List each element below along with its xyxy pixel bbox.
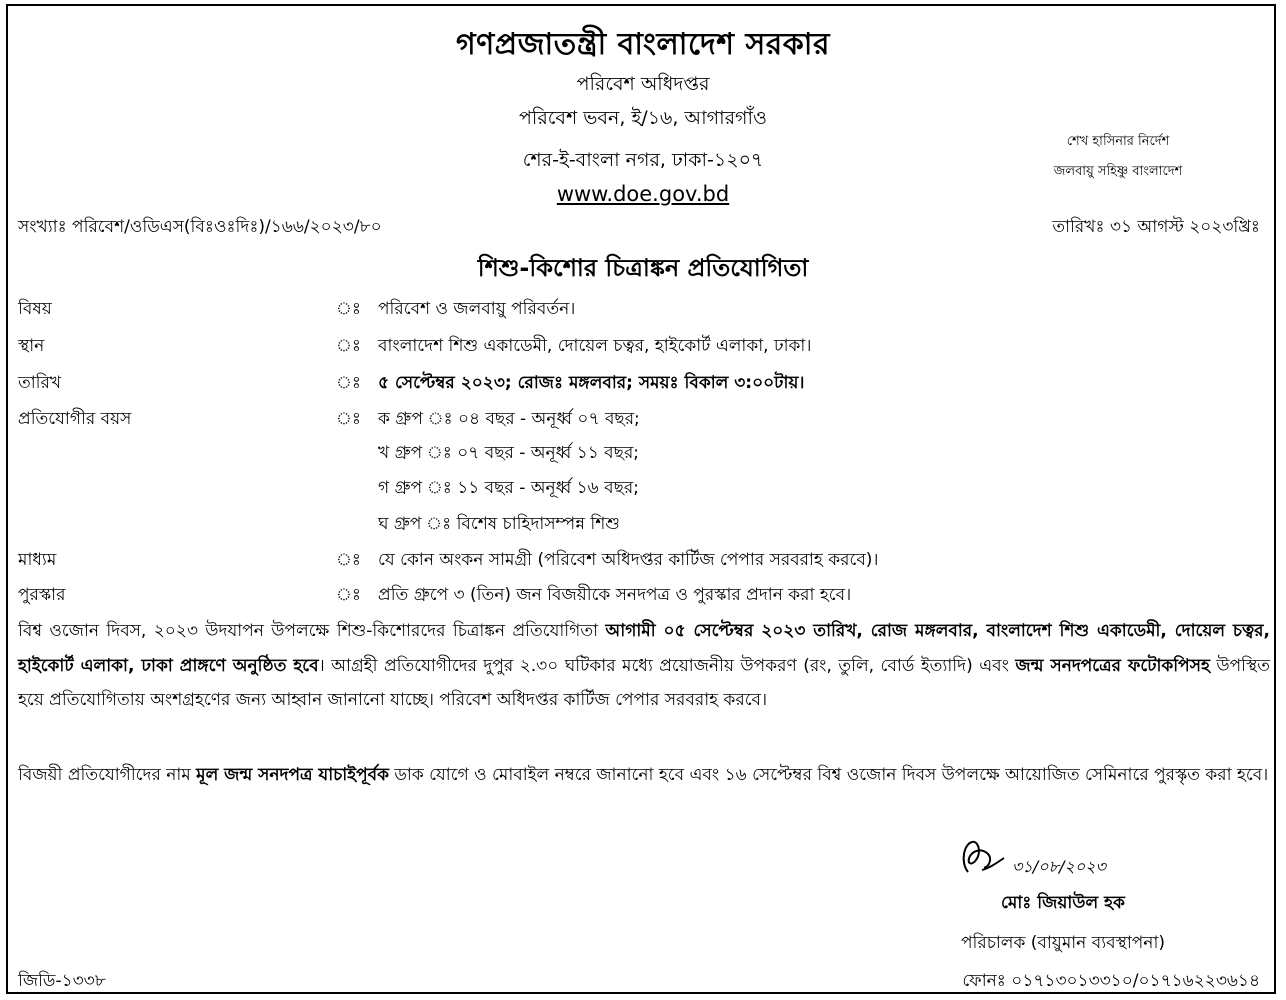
detail-value: ক গ্রুপ ঃ ০৪ বছর - অনূর্ধ্ব ০৭ বছর; (378, 409, 640, 429)
signature-date: ৩১/০৮/২০২৩ (1012, 857, 1106, 876)
memo-date: তারিখঃ ৩১ আগস্ট ২০২৩খ্রিঃ (1052, 217, 1260, 237)
detail-key: স্থান (18, 336, 45, 356)
detail-row-subject (18, 296, 1268, 328)
detail-colon: ঃ (336, 336, 361, 356)
address-line-2: শের-ই-বাংলা নগর, ঢাকা-১২০৭ (522, 149, 764, 171)
detail-value: ঘ গ্রুপ ঃ বিশেষ চাহিদাসম্পন্ন শিশু (378, 514, 620, 534)
detail-row-date (18, 370, 1268, 402)
para1-text-1: বিশ্ব ওজোন দিবস, ২০২৩ উদযাপন উপলক্ষে শিশু-কিশোরদের চিত্রাঙ্কন প্রতিযোগিতা (18, 621, 606, 641)
government-name: গণপ্রজাতন্ত্রী বাংলাদেশ সরকার (456, 27, 830, 62)
phone-numbers: ফোনঃ ০১৭১৩০১৩৩১০/০১৭১৬২২৩৬১৪ (962, 971, 1260, 991)
para1-bold-2: জন্ম সনদপত্রের ফটোকপিসহ (1015, 655, 1210, 676)
signature-image (938, 832, 1158, 884)
para1-text-3: উপস্থিত হয়ে প্রতিযোগিতায় অংশগ্রহণের জন্য আহ্বান জানানো যাচ্ছে। পরিবেশ অধিদপ্তর কার্টিজ পেপার সরবরাহ করবে। (18, 655, 1271, 710)
detail-row-age (18, 406, 1268, 438)
para2-text-1: বিজয়ী প্রতিযোগীদের নাম (18, 765, 197, 785)
detail-key: বিষয় (18, 299, 52, 319)
para1-text-2: । আগ্রহী প্রতিযোগীদের দুপুর ২.৩০ ঘটিকার মধ্যে প্রয়োজনীয় উপকরণ (রং, তুলি, বোর্ড ইত্যাদি) এবং (318, 655, 1016, 676)
detail-row-age-d (18, 511, 1268, 543)
detail-value: বাংলাদেশ শিশু একাডেমী, দোয়েল চত্বর, হাইকোর্ট এলাকা, ঢাকা। (378, 336, 812, 356)
detail-value: খ গ্রুপ ঃ ০৭ বছর - অনূর্ধ্ব ১১ বছর; (378, 443, 640, 463)
detail-row-age-c (18, 475, 1268, 507)
detail-key: প্রতিযোগীর বয়স (18, 409, 132, 429)
detail-value: গ গ্রুপ ঃ ১১ বছর - অনূর্ধ্ব ১৬ বছর; (378, 478, 639, 498)
detail-key: তারিখ (18, 373, 62, 393)
detail-colon: ঃ (336, 409, 361, 429)
notice-title: শিশু-কিশোর চিত্রাঙ্কন প্রতিযোগিতা (477, 254, 809, 282)
detail-row-prize (18, 582, 1268, 614)
website-link-wrap (8, 182, 1278, 206)
memo-number: সংখ্যাঃ পরিবেশ/ওডিএস(বিঃওঃদিঃ)/১৬৬/২০২৩/৮০ (18, 217, 382, 237)
address-line-1: পরিবেশ ভবন, ই/১৬, আগারগাঁও (519, 107, 767, 129)
gd-number: জিডি-১৩৩৮ (18, 971, 106, 991)
detail-row-age-b (18, 440, 1268, 472)
signatory-designation: পরিচালক (বায়ুমান ব্যবস্থাপনা) (960, 933, 1166, 953)
detail-value: যে কোন অংকন সামগ্রী (পরিবেশ অধিদপ্তর কার্টিজ পেপার সরবরাহ করবে)। (378, 550, 879, 570)
detail-value: ৫ সেপ্টেম্বর ২০২৩; রোজঃ মঙ্গলবার; সময়ঃ বিকাল ৩:০০টায়। (378, 373, 805, 393)
detail-row-medium (18, 547, 1268, 579)
para1-bold-1: আগামী ০৫ সেপ্টেম্বর ২০২৩ তারিখ, রোজ মঙ্গলবার, বাংলাদেশ শিশু একাডেমী, দোয়েল চত্বর, হাইকোর্ট এলাকা, ঢাকা প্রাঙ্গণে অনুষ্ঠিত হবে (18, 621, 1270, 676)
detail-row-venue (18, 333, 1268, 365)
para2-text-2: ডাক যোগে ও মোবাইল নম্বরে জানানো হবে এবং ১৬ সেপ্টেম্বর বিশ্ব ওজোন দিবস উপলক্ষে আয়োজিত সেমিনারে পুরস্কৃত করা হবে। (388, 765, 1269, 785)
website-link[interactable]: www.doe.gov.bd (556, 182, 730, 206)
slogan-line-2: জলবায়ু সহিষ্ণু বাংলাদেশ (1053, 164, 1183, 179)
detail-value: পরিবেশ ও জলবায়ু পরিবর্তন। (378, 299, 576, 319)
detail-key: মাধ্যম (18, 550, 57, 570)
notice-document (6, 4, 1276, 994)
slogan-line-1: শেখ হাসিনার নির্দেশ (1066, 134, 1170, 149)
detail-colon: ঃ (336, 550, 361, 570)
signatory-name: মোঃ জিয়াউল হক (1001, 893, 1125, 913)
department-name: পরিবেশ অধিদপ্তর (576, 73, 710, 95)
detail-value: প্রতি গ্রুপে ৩ (তিন) জন বিজয়ীকে সনদপত্র ও পুরস্কার প্রদান করা হবে। (378, 585, 852, 605)
para2-bold-1: মূল জন্ম সনদপত্র যাচাইপূর্বক (196, 765, 389, 785)
detail-colon: ঃ (336, 373, 361, 393)
body-paragraph-1 (18, 614, 1270, 718)
detail-colon: ঃ (336, 299, 361, 319)
detail-colon: ঃ (336, 585, 361, 605)
detail-key: পুরস্কার (18, 585, 66, 605)
body-paragraph-2 (18, 758, 1270, 793)
